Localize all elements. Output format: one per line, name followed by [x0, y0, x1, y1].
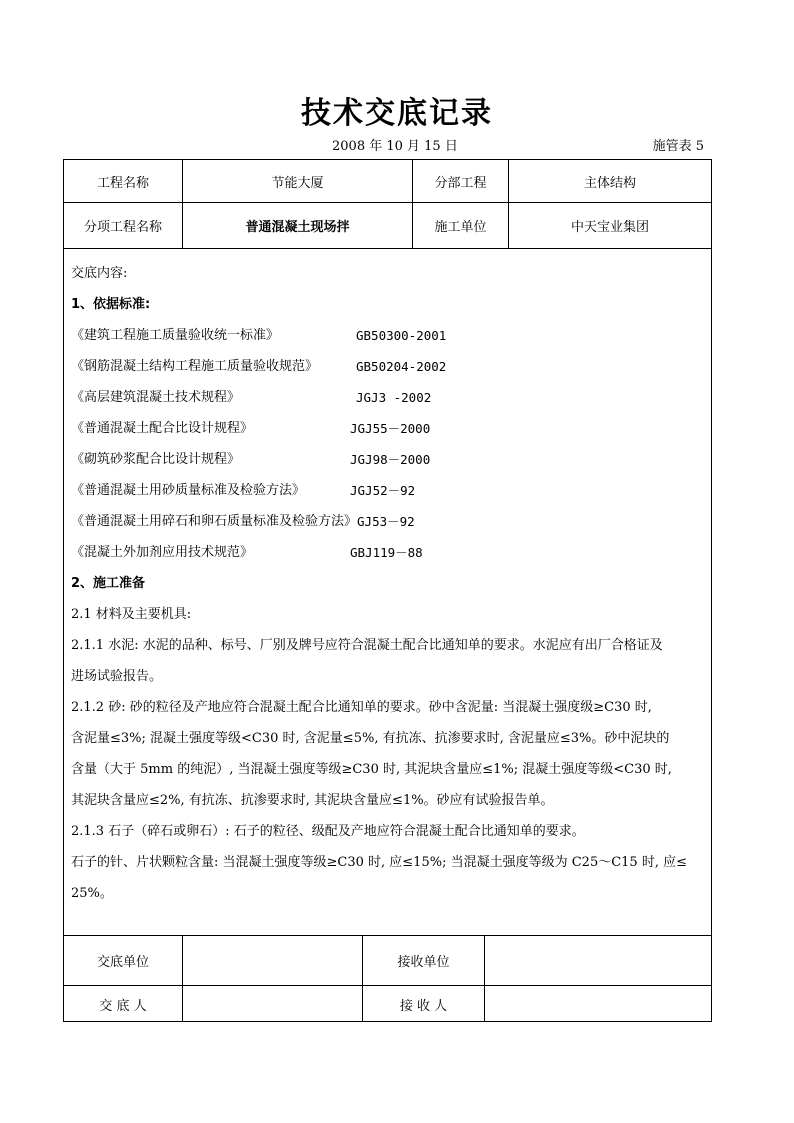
standard-name: 《普通混凝土用砂质量标准及检验方法》 [71, 483, 306, 498]
receiving-unit-label: 接收单位 [397, 955, 450, 970]
standard-code: JGJ3 -2002 [356, 390, 432, 405]
section-heading: 2、施工准备 [71, 576, 146, 591]
paragraph-line: 2.1.3 石子（碎石或卵石）: 石子的粒径、级配及产地应符合混凝土配合比通知单的要求。 [71, 824, 585, 839]
standard-name: 《高层建筑混凝土技术规程》 [71, 390, 241, 405]
standard-name: 《混凝土外加剂应用技术规范》 [71, 545, 254, 560]
standard-code: GJ53－92 [357, 514, 415, 529]
disclosing-person-label: 交 底 人 [99, 998, 147, 1014]
paragraph-line: 石子的针、片状颗粒含量: 当混凝土强度等级≥C30 时, 应≤15%; 当混凝土强度等级为 C25～C15 时, 应≤ [71, 855, 687, 870]
receiving-person-value[interactable] [485, 986, 711, 1022]
paragraph-line: 25%。 [71, 886, 113, 901]
division-value: 主体结构 [583, 175, 636, 191]
disclosing-unit-value[interactable] [183, 936, 362, 985]
receiving-person-label: 接 收 人 [399, 998, 448, 1014]
disclosure-content [71, 258, 707, 909]
division-label: 分部工程 [434, 175, 487, 191]
paragraph-line: 进场试验报告。 [71, 669, 163, 684]
standard-name: 《建筑工程施工质量验收统一标准》 [71, 328, 280, 343]
standard-name: 《砌筑砂浆配合比设计规程》 [71, 452, 241, 467]
project-name-label: 工程名称 [96, 175, 149, 191]
standard-code: JGJ55－2000 [350, 421, 431, 436]
project-name-value: 节能大厦 [271, 175, 324, 191]
section-heading: 1、依据标准: [71, 297, 151, 312]
disclosing-person-value[interactable] [183, 986, 362, 1022]
disclosing-unit-label: 交底单位 [96, 955, 149, 970]
paragraph-line: 2.1 材料及主要机具: [71, 607, 192, 622]
standard-item [71, 475, 707, 506]
standard-name: 《普通混凝土用碎石和卵石质量标准及检验方法》 [71, 514, 358, 529]
standard-item [71, 351, 707, 382]
paragraph-line: 2.1.2 砂: 砂的粒径及产地应符合混凝土配合比通知单的要求。砂中含泥量: 当混凝土强度级≥C30 时, [71, 700, 652, 715]
contractor-value: 中天宝业集团 [570, 220, 649, 235]
standard-item [71, 320, 707, 351]
standard-name: 《钢筋混凝土结构工程施工质量验收规范》 [71, 359, 319, 374]
standard-item [71, 506, 707, 537]
record-date: 2008 年 10 月 15 日 [332, 139, 458, 154]
document-title: 技术交底记录 [301, 96, 493, 131]
paragraph-line: 其泥块含量应≤2%, 有抗冻、抗渗要求时, 其泥块含量应≤1%。砂应有试验报告单。 [71, 793, 554, 808]
standard-code: JGJ52－92 [350, 483, 416, 498]
standard-name: 《普通混凝土配合比设计规程》 [71, 421, 254, 436]
contractor-label: 施工单位 [434, 220, 487, 235]
standard-item [71, 413, 707, 444]
paragraph-line: 含泥量≤3%; 混凝土强度等级<C30 时, 含泥量≤5%, 有抗冻、抗渗要求时, 含泥量应≤3%。砂中泥块的 [71, 731, 670, 746]
standard-item [71, 382, 707, 413]
receiving-unit-value[interactable] [485, 936, 711, 985]
standard-code: JGJ98－2000 [350, 452, 431, 467]
standard-code: GB50300-2001 [356, 328, 447, 343]
subitem-name-value: 普通混凝土现场拌 [245, 220, 350, 235]
standard-item [71, 537, 707, 568]
form-number: 施管表 5 [652, 139, 704, 154]
standard-item [71, 444, 707, 475]
standard-code: GBJ119－88 [350, 545, 423, 560]
subitem-name-label: 分项工程名称 [83, 220, 162, 235]
row-divider [63, 248, 712, 249]
paragraph-line: 2.1.1 水泥: 水泥的品种、标号、厂别及牌号应符合混凝土配合比通知单的要求。水泥应有出厂合格证及 [71, 638, 663, 653]
paragraph-line: 含量（大于 5mm 的纯泥）, 当混凝土强度等级≥C30 时, 其泥块含量应≤1%; 混凝土强度等级<C30 时, [71, 762, 672, 777]
content-intro: 交底内容: [71, 266, 128, 281]
standard-code: GB50204-2002 [356, 359, 447, 374]
